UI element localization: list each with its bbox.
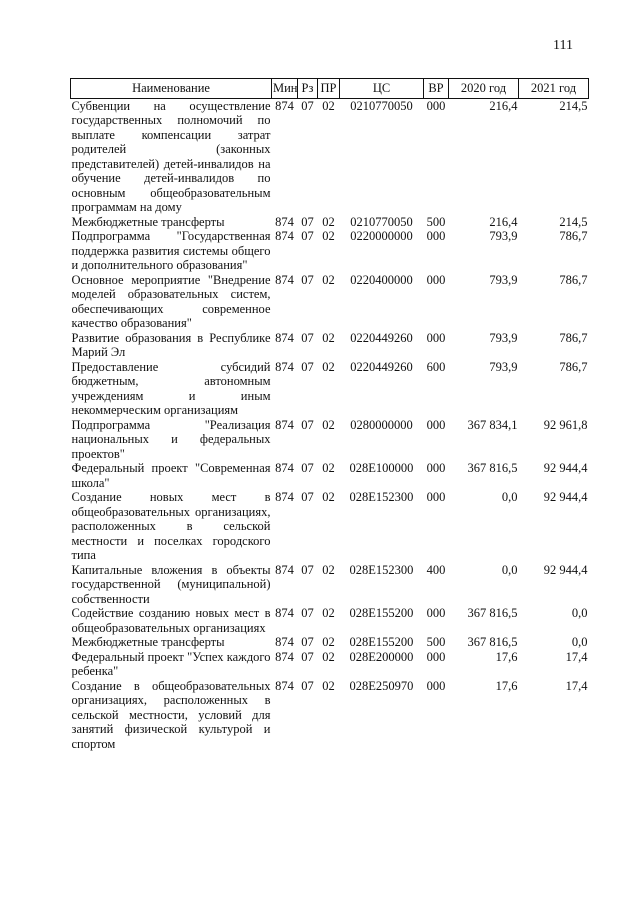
row-vr: 500	[426, 214, 446, 229]
row-cs: 0220000000	[350, 229, 413, 243]
table-row	[71, 563, 589, 607]
row-vr: 000	[426, 330, 446, 345]
row-amount-2021: 92 944,4	[543, 490, 588, 504]
row-min: 874	[275, 272, 294, 287]
row-pr: 02	[322, 490, 335, 504]
row-min: 874	[275, 417, 294, 432]
row-name: Основное мероприятие "Внедрение моделей образовательных систем, обеспечивающих современное качество образования"	[71, 272, 271, 330]
table-row	[71, 229, 589, 273]
row-vr: 600	[426, 359, 446, 374]
row-pr: 02	[322, 562, 335, 577]
row-cs: 028E155200	[349, 635, 414, 649]
row-vr: 000	[426, 678, 446, 693]
table-row	[71, 418, 589, 462]
row-min: 874	[275, 98, 294, 113]
row-min: 874	[275, 229, 294, 243]
row-amount-2020: 17,6	[495, 649, 518, 664]
row-min: 874	[275, 461, 294, 475]
row-rz: 07	[301, 359, 314, 374]
row-amount-2021: 0,0	[571, 635, 588, 649]
row-cs: 0220449260	[350, 330, 413, 345]
row-min: 874	[275, 606, 294, 620]
row-vr: 500	[426, 635, 446, 649]
row-pr: 02	[322, 635, 335, 649]
row-name: Содействие созданию новых мест в общеобразовательных организациях	[71, 606, 271, 635]
header-vr: ВР	[424, 79, 449, 99]
row-amount-2020: 793,9	[489, 330, 518, 345]
row-cs: 0220449260	[350, 359, 413, 374]
header-2020: 2020 год	[449, 79, 519, 99]
table-row	[71, 650, 589, 679]
header-2021: 2021 год	[519, 79, 589, 99]
row-rz: 07	[301, 562, 314, 577]
row-amount-2020: 216,4	[489, 214, 518, 229]
row-min: 874	[275, 678, 294, 693]
row-amount-2021: 214,5	[559, 98, 588, 113]
row-rz: 07	[301, 461, 314, 475]
header-min: Мин	[272, 79, 298, 99]
header-cs: ЦС	[340, 79, 424, 99]
row-rz: 07	[301, 490, 314, 504]
table-row	[71, 461, 589, 490]
row-cs: 028E152300	[349, 562, 414, 577]
row-pr: 02	[322, 229, 335, 243]
row-pr: 02	[322, 359, 335, 374]
row-vr: 400	[426, 562, 446, 577]
row-amount-2020: 367 834,1	[467, 417, 518, 432]
row-rz: 07	[301, 330, 314, 345]
row-amount-2020: 17,6	[495, 678, 518, 693]
row-pr: 02	[322, 606, 335, 620]
row-amount-2021: 0,0	[571, 606, 588, 620]
row-pr: 02	[322, 678, 335, 693]
header-name: Наименование	[71, 79, 272, 99]
row-vr: 000	[426, 461, 446, 475]
row-cs: 028E152300	[349, 490, 414, 504]
row-cs: 0220400000	[350, 272, 413, 287]
table-header-row	[71, 79, 589, 99]
table-row	[71, 679, 589, 752]
row-rz: 07	[301, 606, 314, 620]
row-min: 874	[275, 330, 294, 345]
row-min: 874	[275, 635, 294, 649]
row-cs: 0210770050	[350, 214, 413, 229]
row-pr: 02	[322, 649, 335, 664]
row-vr: 000	[426, 606, 446, 620]
row-rz: 07	[301, 649, 314, 664]
table-row	[71, 215, 589, 230]
row-name: Капитальные вложения в объекты государственной (муниципальной) собственности	[71, 562, 271, 606]
row-amount-2021: 786,7	[559, 359, 588, 374]
row-vr: 000	[426, 417, 446, 432]
row-amount-2020: 367 816,5	[467, 606, 518, 620]
row-amount-2020: 793,9	[489, 229, 518, 243]
row-amount-2020: 367 816,5	[467, 461, 518, 475]
row-pr: 02	[322, 461, 335, 475]
row-amount-2021: 92 961,8	[543, 417, 588, 432]
row-rz: 07	[301, 229, 314, 243]
row-amount-2021: 786,7	[559, 330, 588, 345]
row-vr: 000	[426, 272, 446, 287]
table-row	[71, 98, 589, 215]
row-min: 874	[275, 490, 294, 504]
row-vr: 000	[426, 649, 446, 664]
row-name: Развитие образования в Республике Марий Эл	[71, 330, 271, 359]
row-min: 874	[275, 562, 294, 577]
row-name: Создание новых мест в общеобразовательных организациях, расположенных в сельской местности и поселках городского типа	[71, 490, 271, 562]
row-cs: 028E250970	[349, 678, 414, 693]
row-amount-2021: 786,7	[559, 272, 588, 287]
row-name: Предоставление субсидий бюджетным, автономным учреждениям и иным некоммерческим организациям	[71, 359, 271, 417]
row-vr: 000	[426, 490, 446, 504]
row-amount-2020: 216,4	[489, 98, 518, 113]
row-amount-2020: 793,9	[489, 359, 518, 374]
row-name: Федеральный проект "Современная школа"	[71, 461, 271, 490]
table-body	[71, 98, 589, 751]
table-row	[71, 606, 589, 635]
page-number: 111	[553, 38, 573, 53]
row-cs: 0210770050	[350, 98, 413, 113]
row-name: Федеральный проект "Успех каждого ребенка"	[71, 649, 271, 678]
row-min: 874	[275, 214, 294, 229]
row-amount-2020: 0,0	[501, 490, 518, 504]
header-pr: ПР	[318, 79, 340, 99]
table-row	[71, 273, 589, 331]
row-pr: 02	[322, 330, 335, 345]
row-cs: 028E155200	[349, 606, 414, 620]
table-row	[71, 490, 589, 563]
row-min: 874	[275, 649, 294, 664]
row-name: Субвенции на осуществление государственных полномочий по выплате компенсации затрат родителей (законных представителей) детей-инвалидов на обучение детей-инвалидов по основным общеобразовательным программам на дому	[71, 98, 271, 214]
row-name: Создание в общеобразовательных организациях, расположенных в сельской местности, условий для занятий физической культурой и спортом	[71, 678, 271, 751]
table-row	[71, 360, 589, 418]
row-rz: 07	[301, 98, 314, 113]
row-amount-2021: 786,7	[559, 229, 588, 243]
row-rz: 07	[301, 417, 314, 432]
row-name: Подпрограмма "Государственная поддержка развития системы общего и дополнительного образования"	[71, 229, 271, 272]
row-cs: 0280000000	[350, 417, 413, 432]
table-row	[71, 331, 589, 360]
row-amount-2021: 92 944,4	[543, 562, 588, 577]
row-amount-2021: 92 944,4	[543, 461, 588, 475]
row-pr: 02	[322, 417, 335, 432]
row-pr: 02	[322, 272, 335, 287]
row-name: Подпрограмма "Реализация национальных и федеральных проектов"	[71, 417, 271, 461]
row-rz: 07	[301, 214, 314, 229]
row-amount-2020: 0,0	[501, 562, 518, 577]
row-pr: 02	[322, 214, 335, 229]
row-rz: 07	[301, 635, 314, 649]
row-pr: 02	[322, 98, 335, 113]
row-vr: 000	[426, 98, 446, 113]
budget-table	[70, 78, 589, 751]
row-cs: 028E200000	[349, 649, 414, 664]
row-cs: 028E100000	[349, 461, 414, 475]
row-vr: 000	[426, 229, 446, 243]
row-rz: 07	[301, 678, 314, 693]
row-name: Межбюджетные трансферты	[71, 214, 225, 229]
row-name: Межбюджетные трансферты	[71, 635, 225, 649]
row-rz: 07	[301, 272, 314, 287]
row-amount-2021: 17,4	[565, 649, 588, 664]
row-min: 874	[275, 359, 294, 374]
table-row	[71, 635, 589, 650]
row-amount-2021: 17,4	[565, 678, 588, 693]
header-rz: Рз	[298, 79, 318, 99]
row-amount-2021: 214,5	[559, 214, 588, 229]
row-amount-2020: 793,9	[489, 272, 518, 287]
row-amount-2020: 367 816,5	[467, 635, 518, 649]
